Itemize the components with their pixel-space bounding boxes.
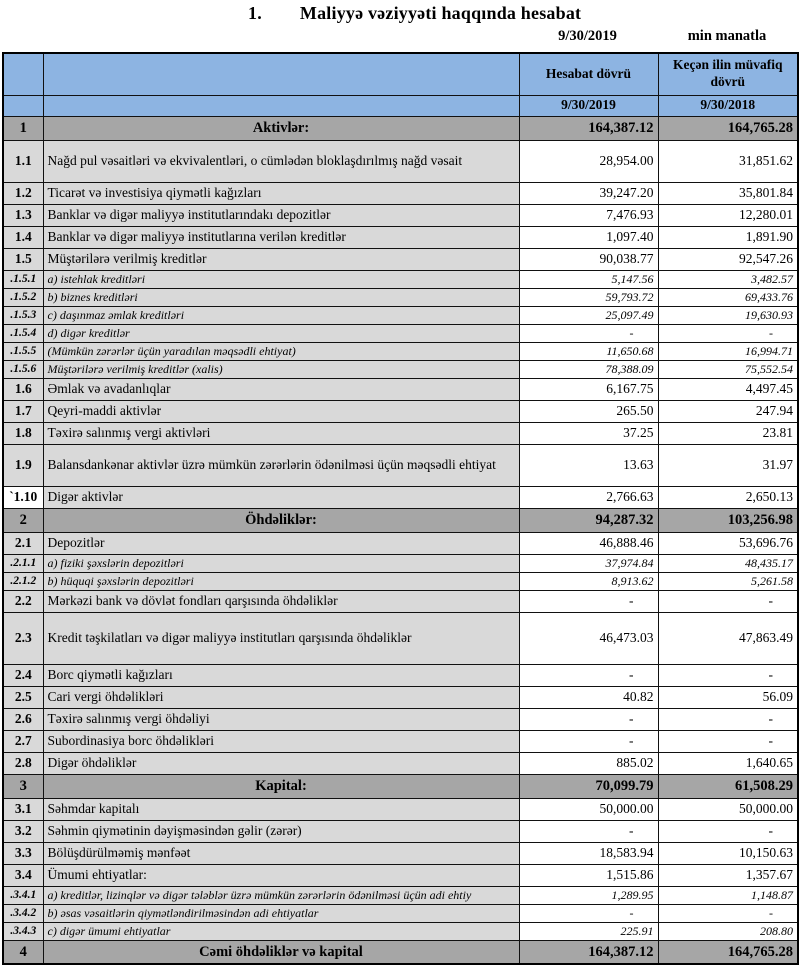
value-previous-cell: -	[658, 730, 798, 752]
value-current-cell: 46,473.03	[519, 612, 658, 664]
row-label-cell: Depozitlər	[43, 532, 519, 554]
row-label-cell: Öhdəliklər:	[43, 508, 519, 532]
value-previous-cell: 48,435.17	[658, 554, 798, 572]
row-label-cell: Balansdankənar aktivlər üzrə mümkün zərərlərin ödənilməsi üçün məqsədli ehtiyat	[43, 444, 519, 486]
value-previous-cell: 61,508.29	[658, 774, 798, 798]
row-label-cell: Müştərilərə verilmiş kreditlər	[43, 248, 519, 270]
value-previous-cell: 16,994.71	[658, 342, 798, 360]
row-label-cell: Cəmi öhdəliklər və kapital	[43, 940, 519, 964]
subheader-number-cell-empty	[3, 95, 43, 116]
table-row	[3, 612, 798, 664]
row-number-cell: 1.1	[3, 140, 43, 182]
value-current-cell: 78,388.09	[519, 360, 658, 378]
table-row	[3, 444, 798, 486]
value-current-cell: 28,954.00	[519, 140, 658, 182]
value-current-cell: 46,888.46	[519, 532, 658, 554]
value-previous-cell: 164,765.28	[658, 116, 798, 140]
row-number-cell: 3	[3, 774, 43, 798]
value-current-cell: -	[519, 324, 658, 342]
row-number-cell: 2.8	[3, 752, 43, 774]
row-label-cell: Kapital:	[43, 774, 519, 798]
row-number-cell: .1.5.1	[3, 270, 43, 288]
value-previous-cell: 12,280.01	[658, 204, 798, 226]
table-row	[3, 730, 798, 752]
value-current-cell: 13.63	[519, 444, 658, 486]
row-label-cell: Kredit təşkilatları və digər maliyyə institutları qarşısında öhdəliklər	[43, 612, 519, 664]
table-row	[3, 532, 798, 554]
row-number-cell: 2.3	[3, 612, 43, 664]
row-label-cell: Banklar və digər maliyyə institutlarına verilən kreditlər	[43, 226, 519, 248]
value-previous-cell: -	[658, 904, 798, 922]
value-current-cell: 11,650.68	[519, 342, 658, 360]
row-label-cell: (Mümkün zərərlər üçün yaradılan məqsədli ehtiyat)	[43, 342, 519, 360]
value-current-cell: 885.02	[519, 752, 658, 774]
row-label-cell: Nağd pul vəsaitləri və ekvivalentləri, o cümlədən bloklaşdırılmış nağd vəsait	[43, 140, 519, 182]
table-row	[3, 226, 798, 248]
report-date-label: 9/30/2019	[558, 28, 617, 44]
header-number-cell-empty	[3, 53, 43, 95]
value-current-cell: -	[519, 590, 658, 612]
row-label-cell: Səhmdar kapitalı	[43, 798, 519, 820]
value-previous-cell: 35,801.84	[658, 182, 798, 204]
table-row	[3, 572, 798, 590]
value-previous-cell: 4,497.45	[658, 378, 798, 400]
value-current-cell: 18,583.94	[519, 842, 658, 864]
value-previous-cell: -	[658, 820, 798, 842]
value-current-cell: 164,387.12	[519, 940, 658, 964]
row-label-cell: Aktivlər:	[43, 116, 519, 140]
table-row	[3, 422, 798, 444]
row-label-cell: Əmlak və avadanlıqlar	[43, 378, 519, 400]
value-current-cell: 265.50	[519, 400, 658, 422]
row-label-cell: d) digər kreditlər	[43, 324, 519, 342]
table-row	[3, 248, 798, 270]
row-number-cell: 3.2	[3, 820, 43, 842]
row-number-cell: 2.1	[3, 532, 43, 554]
table-row	[3, 664, 798, 686]
value-current-cell: 37.25	[519, 422, 658, 444]
row-label-cell: Təxirə salınmış vergi öhdəliyi	[43, 708, 519, 730]
value-previous-cell: 19,630.93	[658, 306, 798, 324]
table-row	[3, 204, 798, 226]
row-label-cell: Ümumi ehtiyatlar:	[43, 864, 519, 886]
table-row	[3, 182, 798, 204]
row-label-cell: Təxirə salınmış vergi aktivləri	[43, 422, 519, 444]
table-row	[3, 324, 798, 342]
value-current-cell: 50,000.00	[519, 798, 658, 820]
value-previous-cell: 103,256.98	[658, 508, 798, 532]
row-number-cell: .1.5.4	[3, 324, 43, 342]
value-current-cell: 90,038.77	[519, 248, 658, 270]
table-row	[3, 306, 798, 324]
value-previous-cell: 2,650.13	[658, 486, 798, 508]
value-current-cell: 164,387.12	[519, 116, 658, 140]
table-row	[3, 686, 798, 708]
table-row	[3, 486, 798, 508]
row-number-cell: 3.1	[3, 798, 43, 820]
value-previous-cell: -	[658, 590, 798, 612]
table-row	[3, 288, 798, 306]
value-previous-cell: -	[658, 664, 798, 686]
date-header-current: 9/30/2019	[519, 95, 658, 116]
row-number-cell: `1.10	[3, 486, 43, 508]
title-number: 1.	[248, 3, 262, 23]
row-label-cell: Bölüşdürülməmiş mənfəət	[43, 842, 519, 864]
row-label-cell: Cari vergi öhdəlikləri	[43, 686, 519, 708]
row-number-cell: 1.3	[3, 204, 43, 226]
value-current-cell: 7,476.93	[519, 204, 658, 226]
value-previous-cell: 75,552.54	[658, 360, 798, 378]
row-number-cell: .3.4.3	[3, 922, 43, 940]
table-row	[3, 864, 798, 886]
table-row	[3, 798, 798, 820]
table-row	[3, 752, 798, 774]
value-previous-cell: 50,000.00	[658, 798, 798, 820]
table-row	[3, 886, 798, 904]
value-current-cell: 5,147.56	[519, 270, 658, 288]
column-header-current-period: Hesabat dövrü	[519, 53, 658, 95]
value-previous-cell: 47,863.49	[658, 612, 798, 664]
table-row	[3, 940, 798, 964]
value-current-cell: 59,793.72	[519, 288, 658, 306]
table-body	[3, 116, 798, 964]
row-number-cell: 2	[3, 508, 43, 532]
value-previous-cell: 3,482.57	[658, 270, 798, 288]
value-current-cell: 6,167.75	[519, 378, 658, 400]
row-label-cell: Qeyri-maddi aktivlər	[43, 400, 519, 422]
row-number-cell: 2.7	[3, 730, 43, 752]
table-row	[3, 360, 798, 378]
page-title	[248, 3, 581, 24]
row-number-cell: 1.2	[3, 182, 43, 204]
row-label-cell: c) digər ümumi ehtiyatlar	[43, 922, 519, 940]
table-row	[3, 590, 798, 612]
value-current-cell: 37,974.84	[519, 554, 658, 572]
row-label-cell: Mərkəzi bank və dövlət fondları qarşısında öhdəliklər	[43, 590, 519, 612]
value-current-cell: -	[519, 904, 658, 922]
table-row	[3, 508, 798, 532]
date-header-previous: 9/30/2018	[658, 95, 798, 116]
value-previous-cell: -	[658, 708, 798, 730]
table-subheader-row	[3, 95, 798, 116]
row-label-cell: a) istehlak kreditləri	[43, 270, 519, 288]
value-previous-cell: 31.97	[658, 444, 798, 486]
row-label-cell: b) hüquqi şəxslərin depozitləri	[43, 572, 519, 590]
row-number-cell: 2.2	[3, 590, 43, 612]
row-number-cell: 3.4	[3, 864, 43, 886]
value-current-cell: 40.82	[519, 686, 658, 708]
row-number-cell: 2.6	[3, 708, 43, 730]
table-row	[3, 378, 798, 400]
row-number-cell: 1.4	[3, 226, 43, 248]
row-label-cell: Banklar və digər maliyyə institutlarındakı depozitlər	[43, 204, 519, 226]
value-current-cell: 2,766.63	[519, 486, 658, 508]
row-number-cell: 4	[3, 940, 43, 964]
value-current-cell: 1,515.86	[519, 864, 658, 886]
row-label-cell: Digər aktivlər	[43, 486, 519, 508]
value-previous-cell: 247.94	[658, 400, 798, 422]
value-previous-cell: 1,148.87	[658, 886, 798, 904]
row-label-cell: a) kreditlər, lizinqlər və digər tələblər üzrə mümkün zərərlərin ödənilməsi üçün adi ehtiy	[43, 886, 519, 904]
value-current-cell: 225.91	[519, 922, 658, 940]
value-current-cell: 70,099.79	[519, 774, 658, 798]
row-number-cell: 2.5	[3, 686, 43, 708]
value-previous-cell: 5,261.58	[658, 572, 798, 590]
value-current-cell: 1,289.95	[519, 886, 658, 904]
header-label-cell-empty	[43, 53, 519, 95]
value-previous-cell: 56.09	[658, 686, 798, 708]
row-number-cell: .1.5.2	[3, 288, 43, 306]
table-row	[3, 904, 798, 922]
row-label-cell: Borc qiymətli kağızları	[43, 664, 519, 686]
table-header-row	[3, 53, 798, 95]
row-number-cell: 1	[3, 116, 43, 140]
row-number-cell: 1.7	[3, 400, 43, 422]
table-row	[3, 774, 798, 798]
currency-unit-label: min manatla	[687, 28, 767, 44]
row-label-cell: Ticarət və investisiya qiymətli kağızları	[43, 182, 519, 204]
value-previous-cell: 1,640.65	[658, 752, 798, 774]
value-previous-cell: 208.80	[658, 922, 798, 940]
row-label-cell: Digər öhdəliklər	[43, 752, 519, 774]
table-row	[3, 140, 798, 182]
value-previous-cell: 92,547.26	[658, 248, 798, 270]
row-number-cell: 1.5	[3, 248, 43, 270]
table-row	[3, 116, 798, 140]
value-previous-cell: 1,357.67	[658, 864, 798, 886]
row-label-cell: c) daşınmaz əmlak kreditləri	[43, 306, 519, 324]
row-number-cell: .2.1.2	[3, 572, 43, 590]
value-previous-cell: 10,150.63	[658, 842, 798, 864]
value-current-cell: 8,913.62	[519, 572, 658, 590]
table-row	[3, 400, 798, 422]
value-previous-cell: 164,765.28	[658, 940, 798, 964]
row-label-cell: b) biznes kreditləri	[43, 288, 519, 306]
value-previous-cell: 69,433.76	[658, 288, 798, 306]
value-current-cell: 1,097.40	[519, 226, 658, 248]
table-row	[3, 820, 798, 842]
row-label-cell: Subordinasiya borc öhdəlikləri	[43, 730, 519, 752]
title-text: Maliyyə vəziyyəti haqqında hesabat	[299, 3, 582, 23]
value-current-cell: -	[519, 820, 658, 842]
value-current-cell: -	[519, 664, 658, 686]
value-previous-cell: 23.81	[658, 422, 798, 444]
column-header-previous-period: Keçən ilin müvafiq dövrü	[658, 53, 798, 95]
value-previous-cell: -	[658, 324, 798, 342]
subheader-label-cell-empty	[43, 95, 519, 116]
row-label-cell: Müştərilərə verilmiş kreditlər (xalis)	[43, 360, 519, 378]
row-number-cell: .1.5.5	[3, 342, 43, 360]
value-previous-cell: 53,696.76	[658, 532, 798, 554]
value-previous-cell: 1,891.90	[658, 226, 798, 248]
table-row	[3, 842, 798, 864]
row-number-cell: 1.8	[3, 422, 43, 444]
row-number-cell: .1.5.3	[3, 306, 43, 324]
value-current-cell: 39,247.20	[519, 182, 658, 204]
meta-row	[2, 28, 798, 48]
value-current-cell: 25,097.49	[519, 306, 658, 324]
table-row	[3, 922, 798, 940]
row-number-cell: 1.6	[3, 378, 43, 400]
row-number-cell: .3.4.1	[3, 886, 43, 904]
row-number-cell: .2.1.1	[3, 554, 43, 572]
row-number-cell: .3.4.2	[3, 904, 43, 922]
value-current-cell: -	[519, 730, 658, 752]
table-row	[3, 342, 798, 360]
table-row	[3, 270, 798, 288]
value-current-cell: -	[519, 708, 658, 730]
row-number-cell: 2.4	[3, 664, 43, 686]
table-row	[3, 554, 798, 572]
table-row	[3, 708, 798, 730]
value-previous-cell: 31,851.62	[658, 140, 798, 182]
row-label-cell: a) fiziki şəxslərin depozitləri	[43, 554, 519, 572]
row-label-cell: Səhmin qiymətinin dəyişməsindən gəlir (zərər)	[43, 820, 519, 842]
row-number-cell: 1.9	[3, 444, 43, 486]
value-current-cell: 94,287.32	[519, 508, 658, 532]
row-number-cell: 3.3	[3, 842, 43, 864]
row-label-cell: b) əsas vəsaitlərin qiymətləndirilməsindən adi ehtiyatlar	[43, 904, 519, 922]
row-number-cell: .1.5.6	[3, 360, 43, 378]
financial-position-table	[2, 52, 799, 965]
